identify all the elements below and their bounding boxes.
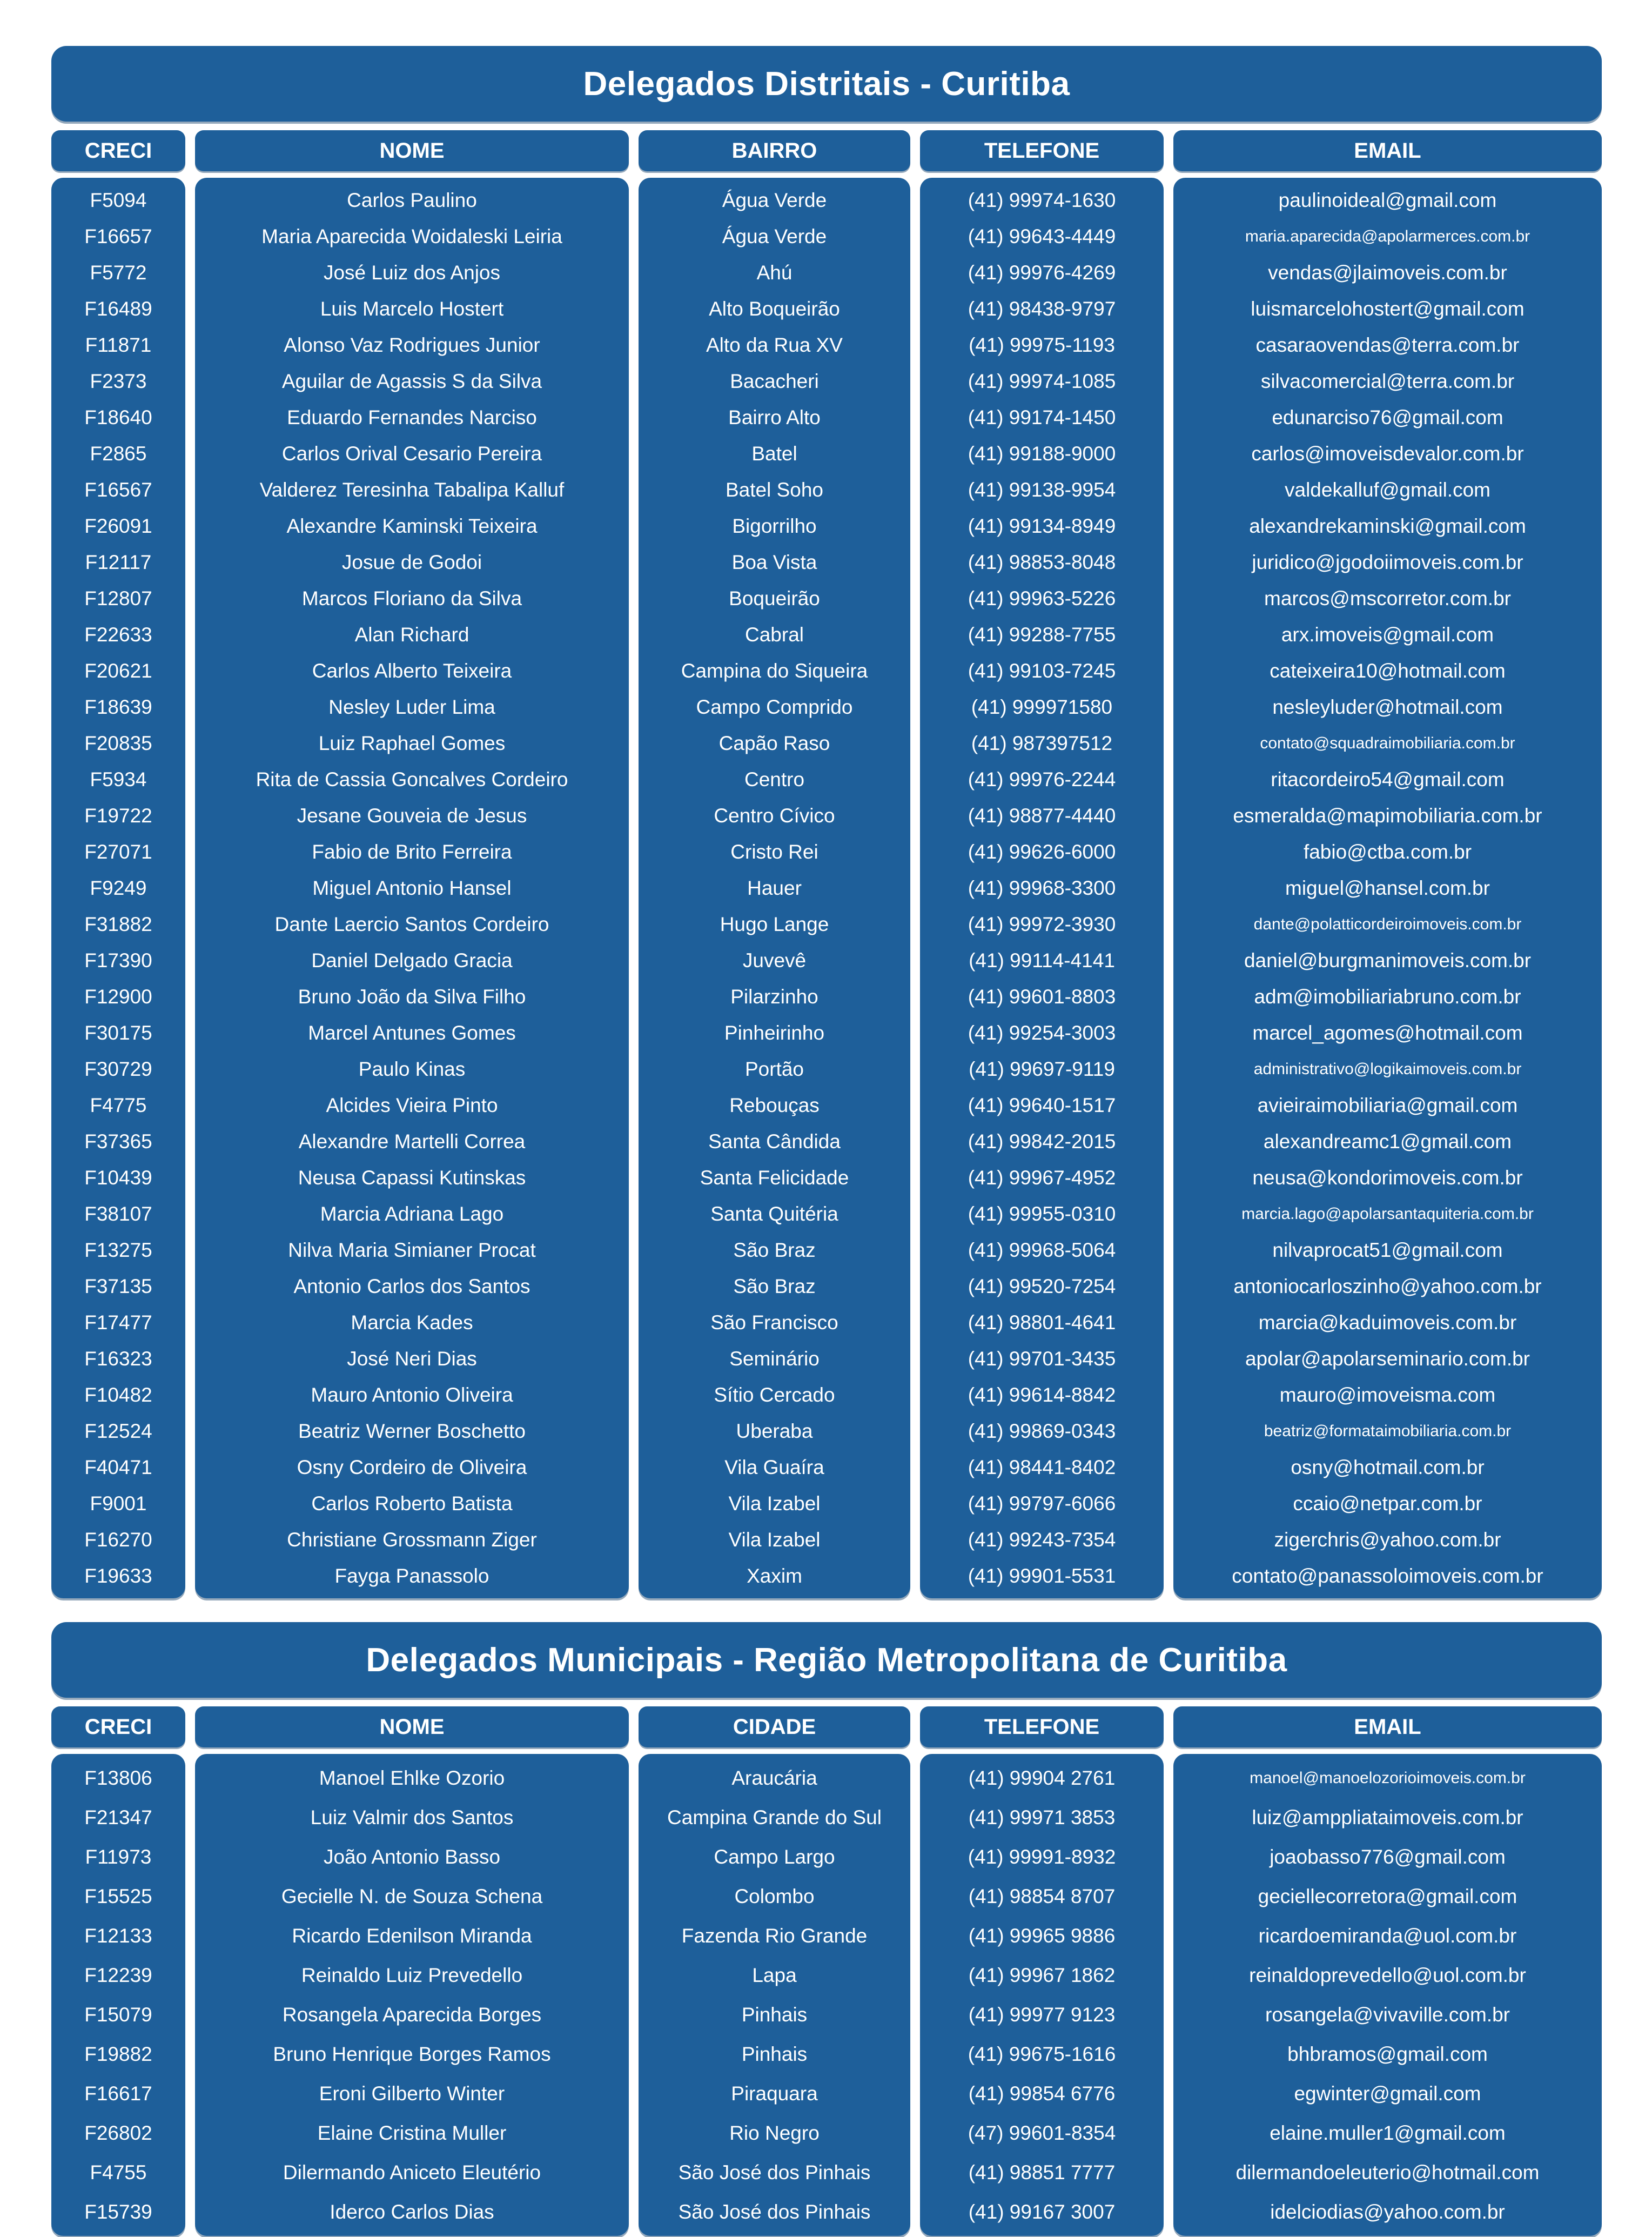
cell-creci: F11871 <box>85 333 152 356</box>
cell-creci: F27071 <box>84 840 152 863</box>
cell-telefone: (41) 99675-1616 <box>968 2042 1116 2065</box>
cell-telefone: (41) 99114-4141 <box>969 949 1115 972</box>
cell-bairro: Pinheirinho <box>724 1021 825 1044</box>
cell-bairro: São Braz <box>733 1238 816 1261</box>
cell-bairro: Uberaba <box>736 1419 813 1442</box>
cell-nome: Luiz Raphael Gomes <box>318 732 506 754</box>
cell-bairro: Portão <box>744 1057 804 1080</box>
cell-creci: F20835 <box>84 732 152 754</box>
cell-email: dante@polatticordeiroimoveis.com.br <box>1253 915 1522 933</box>
cell-telefone: (41) 99243-7354 <box>968 1528 1116 1551</box>
cell-creci: F19882 <box>84 2042 152 2065</box>
cell-email: miguel@hansel.com.br <box>1285 876 1490 899</box>
cell-nome: Carlos Orival Cesario Pereira <box>281 442 542 465</box>
cell-bairro: Santa Cândida <box>708 1130 841 1153</box>
cell-creci: F16657 <box>84 225 152 247</box>
cell-creci: F10482 <box>84 1383 152 1406</box>
table-delegados-municipais <box>51 1622 1602 2236</box>
cell-telefone: (41) 99974-1630 <box>968 189 1116 211</box>
cell-creci: F12807 <box>84 587 152 610</box>
cell-telefone: (41) 99288-7755 <box>968 623 1116 646</box>
cell-nome: José Neri Dias <box>347 1347 477 1370</box>
cell-cidade: Pinhais <box>741 2042 808 2065</box>
cell-email: ricardoemiranda@uol.com.br <box>1258 1924 1517 1947</box>
cell-email: manoel@manoelozorioimoveis.com.br <box>1250 1769 1526 1787</box>
cell-creci: F5094 <box>90 189 147 211</box>
cell-email: fabio@ctba.com.br <box>1303 840 1472 863</box>
cell-telefone: (41) 99901-5531 <box>968 1564 1116 1587</box>
cell-email: antoniocarloszinho@yahoo.com.br <box>1233 1275 1542 1297</box>
cell-email: mauro@imoveisma.com <box>1279 1383 1496 1406</box>
cell-bairro: Centro <box>744 768 805 791</box>
cell-telefone: (41) 99976-4269 <box>968 261 1116 284</box>
cell-email: avieiraimobiliaria@gmail.com <box>1257 1094 1518 1116</box>
cell-telefone: (41) 99974-1085 <box>968 370 1116 392</box>
cell-email: beatriz@formataimobiliaria.com.br <box>1264 1422 1512 1440</box>
cell-creci: F26802 <box>84 2121 152 2144</box>
cell-cidade: Pinhais <box>741 2003 808 2026</box>
column-panel-nome <box>195 1754 629 2236</box>
cell-telefone: (41) 99854 6776 <box>968 2082 1116 2105</box>
cell-email: rosangela@vivaville.com.br <box>1265 2003 1510 2026</box>
cell-nome: Eroni Gilberto Winter <box>319 2082 505 2105</box>
cell-nome: Manoel Ehlke Ozorio <box>319 1766 505 1789</box>
cell-telefone: (41) 99904 2761 <box>968 1766 1116 1789</box>
cell-telefone: (41) 99103-7245 <box>968 659 1116 682</box>
column-header-cidade: CIDADE <box>639 1706 910 1747</box>
cell-nome: Antonio Carlos dos Santos <box>293 1275 530 1297</box>
cell-bairro: Alto Boqueirão <box>709 297 840 320</box>
column-header-creci: CRECI <box>51 1706 185 1747</box>
cell-nome: Nesley Luder Lima <box>328 695 495 718</box>
cell-nome: Fayga Panassolo <box>334 1564 489 1587</box>
cell-telefone: (41) 99797-6066 <box>968 1492 1116 1515</box>
cell-email: cateixeira10@hotmail.com <box>1270 659 1506 682</box>
cell-telefone: (41) 99167 3007 <box>968 2200 1116 2223</box>
cell-creci: F16489 <box>84 297 152 320</box>
column-header-telefone: TELEFONE <box>920 130 1164 171</box>
column-panel-telefone <box>920 1754 1164 2236</box>
cell-bairro: Água Verde <box>722 189 827 211</box>
cell-creci: F12133 <box>84 1924 152 1947</box>
cell-telefone: (41) 99640-1517 <box>968 1094 1116 1116</box>
body-row-municipais <box>51 1754 1602 2236</box>
cell-nome: Paulo Kinas <box>358 1057 466 1080</box>
cell-email: luismarcelohostert@gmail.com <box>1251 297 1525 320</box>
cell-bairro: Campo Comprido <box>696 695 853 718</box>
cell-creci: F15079 <box>84 2003 152 2026</box>
cell-nome: Jesane Gouveia de Jesus <box>297 804 527 827</box>
cell-telefone: (41) 98441-8402 <box>968 1456 1116 1478</box>
cell-bairro: Bigorrilho <box>732 514 817 537</box>
column-header-email: EMAIL <box>1173 130 1602 171</box>
column-panel-email <box>1173 1754 1602 2236</box>
cell-telefone: (41) 99967-4952 <box>968 1166 1116 1189</box>
cell-bairro: Boa Vista <box>731 551 817 573</box>
cell-telefone: (47) 99601-8354 <box>968 2121 1116 2144</box>
table-delegados-distritais <box>51 46 1602 1598</box>
cell-bairro: Boqueirão <box>729 587 820 610</box>
cell-bairro: Hugo Lange <box>720 913 829 935</box>
cell-nome: Aguilar de Agassis S da Silva <box>281 370 542 392</box>
cell-nome: Nilva Maria Simianer Procat <box>288 1238 536 1261</box>
cell-bairro: Centro Cívico <box>714 804 835 827</box>
cell-telefone: (41) 99976-2244 <box>968 768 1116 791</box>
cell-nome: Iderco Carlos Dias <box>330 2200 494 2223</box>
cell-email: marcos@mscorretor.com.br <box>1264 587 1511 610</box>
cell-telefone: (41) 99697-9119 <box>969 1057 1115 1080</box>
cell-telefone: (41) 98877-4440 <box>968 804 1116 827</box>
cell-bairro: Santa Felicidade <box>700 1166 849 1189</box>
cell-nome: Carlos Alberto Teixeira <box>312 659 512 682</box>
cell-creci: F15525 <box>84 1885 152 1907</box>
cell-email: idelciodias@yahoo.com.br <box>1270 2200 1505 2223</box>
cell-telefone: (41) 99701-3435 <box>968 1347 1116 1370</box>
cell-email: nesleyluder@hotmail.com <box>1272 695 1503 718</box>
cell-nome: Christiane Grossmann Ziger <box>287 1528 537 1551</box>
cell-bairro: Bairro Alto <box>728 406 821 428</box>
cell-nome: Fabio de Brito Ferreira <box>312 840 512 863</box>
cell-creci: F17390 <box>84 949 152 972</box>
cell-telefone: (41) 99967 1862 <box>968 1964 1116 1986</box>
cell-nome: Gecielle N. de Souza Schena <box>281 1885 543 1907</box>
cell-email: alexandrekaminski@gmail.com <box>1249 514 1526 537</box>
cell-creci: F16270 <box>84 1528 152 1551</box>
cell-email: contato@squadraimobiliaria.com.br <box>1260 734 1515 752</box>
cell-email: marcia.lago@apolarsantaquiteria.com.br <box>1241 1204 1534 1223</box>
cell-telefone: (41) 99965 9886 <box>968 1924 1116 1947</box>
cell-nome: Dante Laercio Santos Cordeiro <box>274 913 549 935</box>
cell-nome: Maria Aparecida Woidaleski Leiria <box>261 225 562 247</box>
body-row-distritais <box>51 178 1602 1598</box>
header-row-distritais <box>51 130 1602 171</box>
header-row-municipais <box>51 1706 1602 1747</box>
cell-nome: Reinaldo Luiz Prevedello <box>301 1964 523 1986</box>
column-panel-creci <box>51 178 185 1598</box>
cell-creci: F31882 <box>84 913 152 935</box>
cell-creci: F16323 <box>84 1347 152 1370</box>
cell-nome: Bruno João da Silva Filho <box>298 985 526 1008</box>
cell-bairro: Hauer <box>747 876 802 899</box>
cell-telefone: (41) 99643-4449 <box>968 225 1116 247</box>
cell-email: daniel@burgmanimoveis.com.br <box>1244 949 1532 972</box>
cell-creci: F17477 <box>84 1311 152 1334</box>
cell-email: joaobasso776@gmail.com <box>1270 1845 1506 1868</box>
cell-cidade: Fazenda Rio Grande <box>681 1924 868 1947</box>
cell-nome: Alexandre Kaminski Teixeira <box>286 514 538 537</box>
cell-nome: Osny Cordeiro de Oliveira <box>297 1456 527 1478</box>
cell-bairro: Sítio Cercado <box>714 1383 835 1406</box>
cell-creci: F5772 <box>90 261 147 284</box>
cell-bairro: Batel Soho <box>725 478 824 501</box>
cell-nome: Marcos Floriano da Silva <box>301 587 522 610</box>
cell-bairro: São Francisco <box>710 1311 838 1334</box>
cell-creci: F40471 <box>84 1456 152 1478</box>
cell-telefone: (41) 99971 3853 <box>968 1806 1116 1829</box>
column-panel-email <box>1173 178 1602 1598</box>
cell-email: administrativo@logikaimoveis.com.br <box>1253 1060 1522 1078</box>
cell-creci: F2373 <box>90 370 147 392</box>
cell-bairro: Juvevê <box>742 949 807 972</box>
cell-email: egwinter@gmail.com <box>1294 2082 1481 2105</box>
cell-telefone: (41) 987397512 <box>971 732 1113 754</box>
cell-creci: F15739 <box>84 2200 152 2223</box>
cell-nome: Marcel Antunes Gomes <box>308 1021 516 1044</box>
cell-bairro: Pilarzinho <box>730 985 818 1008</box>
cell-bairro: Alto da Rua XV <box>706 333 843 356</box>
column-panel-nome <box>195 178 629 1598</box>
cell-email: ritacordeiro54@gmail.com <box>1271 768 1505 791</box>
cell-nome: José Luiz dos Anjos <box>323 261 501 284</box>
cell-email: luiz@amppliataimoveis.com.br <box>1252 1806 1523 1829</box>
column-header-email: EMAIL <box>1173 1706 1602 1747</box>
cell-bairro: Batel <box>751 442 797 465</box>
cell-nome: Rosangela Aparecida Borges <box>282 2003 542 2026</box>
cell-creci: F9249 <box>90 876 147 899</box>
cell-email: ccaio@netpar.com.br <box>1293 1492 1482 1515</box>
cell-telefone: (41) 99842-2015 <box>968 1130 1116 1153</box>
cell-telefone: (41) 98851 7777 <box>968 2161 1116 2184</box>
column-header-bairro: BAIRRO <box>639 130 910 171</box>
cell-email: valdekalluf@gmail.com <box>1285 478 1490 501</box>
column-header-nome: NOME <box>195 130 629 171</box>
cell-nome: Alexandre Martelli Correa <box>298 1130 526 1153</box>
cell-email: marcel_agomes@hotmail.com <box>1252 1021 1523 1044</box>
cell-email: arx.imoveis@gmail.com <box>1281 623 1494 646</box>
cell-creci: F12117 <box>85 551 152 573</box>
cell-email: dilermandoeleuterio@hotmail.com <box>1235 2161 1540 2184</box>
cell-email: alexandreamc1@gmail.com <box>1263 1130 1512 1153</box>
cell-nome: Alcides Vieira Pinto <box>326 1094 498 1116</box>
cell-creci: F12524 <box>84 1419 152 1442</box>
cell-telefone: (41) 99991-8932 <box>968 1845 1116 1868</box>
cell-email: elaine.muller1@gmail.com <box>1270 2121 1506 2144</box>
column-header-nome: NOME <box>195 1706 629 1747</box>
cell-nome: Marcia Kades <box>351 1311 473 1334</box>
cell-bairro: Cristo Rei <box>730 840 818 863</box>
cell-nome: Dilermando Aniceto Eleutério <box>283 2161 541 2184</box>
column-panel-creci <box>51 1754 185 2236</box>
cell-telefone: (41) 99254-3003 <box>968 1021 1116 1044</box>
cell-nome: Josue de Godoi <box>341 551 482 573</box>
cell-email: carlos@imoveisdevalor.com.br <box>1251 442 1524 465</box>
cell-email: vendas@jlaimoveis.com.br <box>1268 261 1507 284</box>
cell-telefone: (41) 99601-8803 <box>968 985 1116 1008</box>
cell-nome: Mauro Antonio Oliveira <box>311 1383 513 1406</box>
cell-nome: Ricardo Edenilson Miranda <box>292 1924 532 1947</box>
cell-cidade: Campina Grande do Sul <box>667 1806 882 1829</box>
cell-nome: Daniel Delgado Gracia <box>311 949 513 972</box>
cell-creci: F19633 <box>84 1564 152 1587</box>
cell-nome: Alonso Vaz Rodrigues Junior <box>284 333 540 356</box>
cell-nome: João Antonio Basso <box>323 1845 501 1868</box>
cell-email: casaraovendas@terra.com.br <box>1255 333 1520 356</box>
cell-nome: Carlos Roberto Batista <box>311 1492 513 1515</box>
column-header-creci: CRECI <box>51 130 185 171</box>
cell-creci: F30175 <box>84 1021 152 1044</box>
cell-email: reinaldoprevedello@uol.com.br <box>1249 1964 1526 1986</box>
cell-cidade: Campo Largo <box>714 1845 835 1868</box>
cell-creci: F12900 <box>84 985 152 1008</box>
cell-telefone: (41) 98438-9797 <box>968 297 1116 320</box>
cell-bairro: Água Verde <box>722 225 827 247</box>
cell-telefone: (41) 98801-4641 <box>968 1311 1116 1334</box>
cell-creci: F37365 <box>84 1130 152 1153</box>
cell-telefone: (41) 99174-1450 <box>968 406 1116 428</box>
cell-nome: Marcia Adriana Lago <box>320 1202 504 1225</box>
cell-nome: Elaine Cristina Muller <box>317 2121 507 2144</box>
cell-telefone: (41) 99614-8842 <box>968 1383 1116 1406</box>
cell-creci: F4775 <box>90 1094 147 1116</box>
cell-bairro: Vila Izabel <box>728 1492 821 1515</box>
cell-email: maria.aparecida@apolarmerces.com.br <box>1245 227 1530 245</box>
cell-creci: F20621 <box>84 659 152 682</box>
cell-telefone: (41) 98853-8048 <box>968 551 1116 573</box>
cell-cidade: Lapa <box>752 1964 797 1986</box>
cell-telefone: (41) 99869-0343 <box>968 1419 1116 1442</box>
cell-telefone: (41) 99975-1193 <box>969 333 1115 356</box>
cell-bairro: Rebouças <box>729 1094 820 1116</box>
cell-creci: F12239 <box>84 1964 152 1986</box>
cell-creci: F10439 <box>84 1166 152 1189</box>
cell-creci: F11973 <box>85 1845 152 1868</box>
cell-telefone: (41) 99626-6000 <box>968 840 1116 863</box>
cell-telefone: (41) 99972-3930 <box>968 913 1116 935</box>
cell-creci: F22633 <box>84 623 152 646</box>
cell-email: osny@hotmail.com.br <box>1291 1456 1485 1478</box>
cell-nome: Neusa Capassi Kutinskas <box>298 1166 526 1189</box>
cell-creci: F38107 <box>84 1202 152 1225</box>
cell-email: apolar@apolarseminario.com.br <box>1245 1347 1530 1370</box>
cell-email: adm@imobiliariabruno.com.br <box>1254 985 1521 1008</box>
cell-email: contato@panassoloimoveis.com.br <box>1232 1564 1543 1587</box>
cell-nome: Beatriz Werner Boschetto <box>298 1419 526 1442</box>
cell-creci: F9001 <box>90 1492 147 1515</box>
cell-bairro: Ahú <box>756 261 793 284</box>
cell-nome: Eduardo Fernandes Narciso <box>287 406 537 428</box>
cell-telefone: (41) 99138-9954 <box>968 478 1116 501</box>
cell-telefone: (41) 99134-8949 <box>968 514 1116 537</box>
cell-creci: F18640 <box>84 406 152 428</box>
cell-telefone: (41) 99968-3300 <box>968 876 1116 899</box>
cell-email: nilvaprocat51@gmail.com <box>1272 1238 1503 1261</box>
cell-creci: F37135 <box>84 1275 152 1297</box>
cell-email: silvacomercial@terra.com.br <box>1260 370 1515 392</box>
cell-cidade: Piraquara <box>731 2082 818 2105</box>
cell-creci: F16617 <box>84 2082 152 2105</box>
cell-bairro: Vila Guaíra <box>724 1456 824 1478</box>
cell-nome: Carlos Paulino <box>347 189 477 211</box>
cell-creci: F19722 <box>84 804 152 827</box>
cell-bairro: Bacacheri <box>730 370 819 392</box>
cell-email: geciellecorretora@gmail.com <box>1258 1885 1517 1907</box>
cell-cidade: São José dos Pinhais <box>678 2161 871 2184</box>
column-panel-bairro <box>639 178 910 1598</box>
cell-creci: F21347 <box>84 1806 152 1829</box>
cell-nome: Valderez Teresinha Tabalipa Kalluf <box>259 478 565 501</box>
cell-bairro: Seminário <box>729 1347 820 1370</box>
cell-telefone: (41) 999971580 <box>971 695 1113 718</box>
cell-cidade: Rio Negro <box>729 2121 820 2144</box>
cell-email: marcia@kaduimoveis.com.br <box>1258 1311 1517 1334</box>
cell-creci: F4755 <box>90 2161 147 2184</box>
cell-telefone: (41) 99520-7254 <box>968 1275 1116 1297</box>
cell-nome: Rita de Cassia Goncalves Cordeiro <box>256 768 568 791</box>
cell-creci: F13806 <box>84 1766 152 1789</box>
cell-cidade: São José dos Pinhais <box>678 2200 871 2223</box>
cell-creci: F16567 <box>84 478 152 501</box>
cell-cidade: Araucária <box>731 1766 817 1789</box>
table-title-municipais: Delegados Municipais - Região Metropolitana de Curitiba <box>51 1622 1602 1698</box>
cell-creci: F26091 <box>84 514 152 537</box>
cell-email: juridico@jgodoiimoveis.com.br <box>1252 551 1523 573</box>
cell-creci: F18639 <box>84 695 152 718</box>
cell-bairro: Santa Quitéria <box>710 1202 838 1225</box>
cell-email: edunarciso76@gmail.com <box>1272 406 1503 428</box>
cell-telefone: (41) 99963-5226 <box>968 587 1116 610</box>
cell-cidade: Colombo <box>734 1885 815 1907</box>
cell-creci: F2865 <box>90 442 147 465</box>
column-panel-telefone <box>920 178 1164 1598</box>
cell-email: esmeralda@mapimobiliaria.com.br <box>1233 804 1542 827</box>
column-header-telefone: TELEFONE <box>920 1706 1164 1747</box>
cell-bairro: Vila Izabel <box>728 1528 821 1551</box>
cell-creci: F5934 <box>90 768 147 791</box>
cell-email: neusa@kondorimoveis.com.br <box>1252 1166 1523 1189</box>
cell-telefone: (41) 98854 8707 <box>968 1885 1116 1907</box>
cell-creci: F30729 <box>84 1057 152 1080</box>
cell-nome: Bruno Henrique Borges Ramos <box>273 2042 551 2065</box>
cell-telefone: (41) 99977 9123 <box>968 2003 1116 2026</box>
cell-nome: Alan Richard <box>354 623 469 646</box>
cell-nome: Luiz Valmir dos Santos <box>310 1806 514 1829</box>
cell-bairro: Xaxim <box>747 1564 802 1587</box>
cell-email: paulinoideal@gmail.com <box>1278 189 1497 211</box>
cell-email: bhbramos@gmail.com <box>1287 2042 1488 2065</box>
cell-telefone: (41) 99955-0310 <box>968 1202 1116 1225</box>
table-title-distritais: Delegados Distritais - Curitiba <box>51 46 1602 122</box>
cell-telefone: (41) 99188-9000 <box>968 442 1116 465</box>
cell-nome: Miguel Antonio Hansel <box>312 876 512 899</box>
cell-bairro: Cabral <box>745 623 804 646</box>
cell-bairro: Campina do Siqueira <box>681 659 868 682</box>
cell-telefone: (41) 99968-5064 <box>968 1238 1116 1261</box>
cell-email: zigerchris@yahoo.com.br <box>1274 1528 1501 1551</box>
column-panel-cidade <box>639 1754 910 2236</box>
cell-bairro: São Braz <box>733 1275 816 1297</box>
cell-creci: F13275 <box>84 1238 152 1261</box>
cell-nome: Luis Marcelo Hostert <box>320 297 504 320</box>
cell-bairro: Capão Raso <box>718 732 830 754</box>
